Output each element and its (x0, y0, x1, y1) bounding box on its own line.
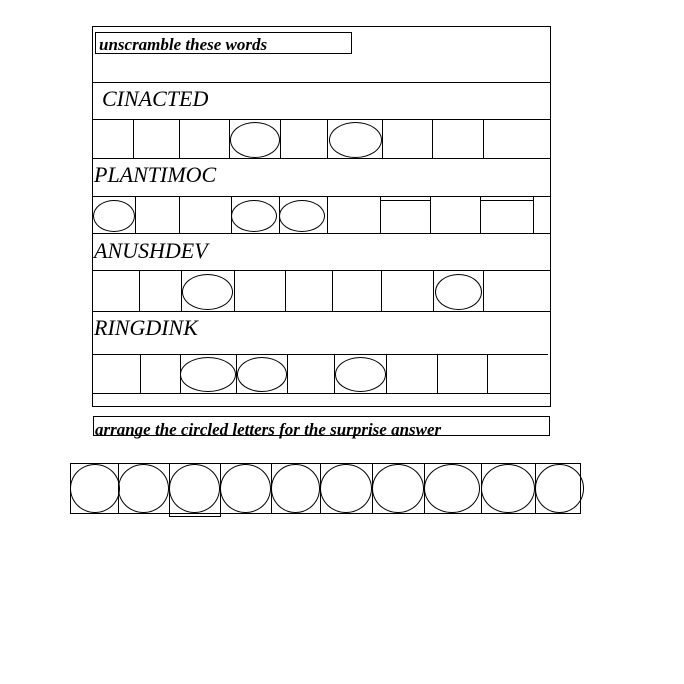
row-divider (92, 233, 551, 234)
answer-circle[interactable] (70, 464, 120, 513)
letter-box-edge (480, 200, 533, 201)
letter-box-divider (135, 197, 136, 233)
letter-box-divider (483, 120, 484, 158)
answer-circle[interactable] (169, 464, 220, 513)
letter-box-divider (179, 120, 180, 158)
answer-circle[interactable] (320, 464, 372, 513)
letter-box-divider (139, 271, 140, 311)
row-divider (92, 354, 548, 355)
circled-letter[interactable] (335, 357, 386, 392)
letter-box-divider (386, 355, 387, 393)
scrambled-word-3: ANUSHDEV (94, 238, 208, 263)
circled-letter[interactable] (230, 122, 280, 158)
letter-box-divider (480, 197, 481, 233)
circled-letter[interactable] (237, 357, 287, 392)
letter-box-divider (437, 355, 438, 393)
letter-box-divider (140, 355, 141, 393)
row-divider (92, 82, 551, 83)
circled-letter[interactable] (231, 200, 277, 232)
circled-letter[interactable] (182, 274, 233, 310)
scrambled-word-4: RINGDINK (94, 315, 198, 340)
answer-box-edge (169, 516, 220, 517)
letter-box-divider (285, 271, 286, 311)
answer-circle[interactable] (220, 464, 271, 513)
circled-letter[interactable] (180, 357, 236, 392)
letter-box-divider (179, 197, 180, 233)
letter-box-divider (382, 120, 383, 158)
letter-box-divider (332, 271, 333, 311)
answer-circle[interactable] (424, 464, 480, 513)
letter-box-divider (430, 197, 431, 233)
answer-circle[interactable] (271, 464, 320, 513)
letter-box-divider (380, 197, 381, 233)
answer-circle[interactable] (372, 464, 424, 513)
heading-text: unscramble these words (99, 35, 268, 54)
instruction-text: arrange the circled letters for the surprise answer (95, 420, 442, 439)
scrambled-word-1: CINACTED (102, 86, 209, 111)
letter-box-divider (533, 197, 534, 233)
row-divider (92, 158, 551, 159)
letter-box-divider (432, 120, 433, 158)
answer-circle[interactable] (481, 464, 535, 513)
circled-letter[interactable] (279, 200, 325, 232)
letter-box-divider (433, 271, 434, 311)
letter-box-divider (327, 197, 328, 233)
letter-box-divider (280, 120, 281, 158)
letter-box-divider (327, 120, 328, 158)
letter-box-divider (381, 271, 382, 311)
letter-box-divider (133, 120, 134, 158)
circled-letter[interactable] (435, 274, 482, 310)
row-divider (92, 393, 551, 394)
scrambled-word-2: PLANTIMOC (94, 162, 217, 187)
row-divider (92, 196, 551, 197)
answer-circle[interactable] (535, 464, 584, 513)
circled-letter[interactable] (93, 200, 135, 232)
row-divider (92, 311, 551, 312)
letter-box-divider (287, 355, 288, 393)
letter-box-divider (234, 271, 235, 311)
letter-box-divider (483, 271, 484, 311)
letter-box-edge (380, 200, 430, 201)
circled-letter[interactable] (329, 122, 382, 158)
answer-circle[interactable] (118, 464, 169, 513)
letter-box-divider (487, 355, 488, 393)
